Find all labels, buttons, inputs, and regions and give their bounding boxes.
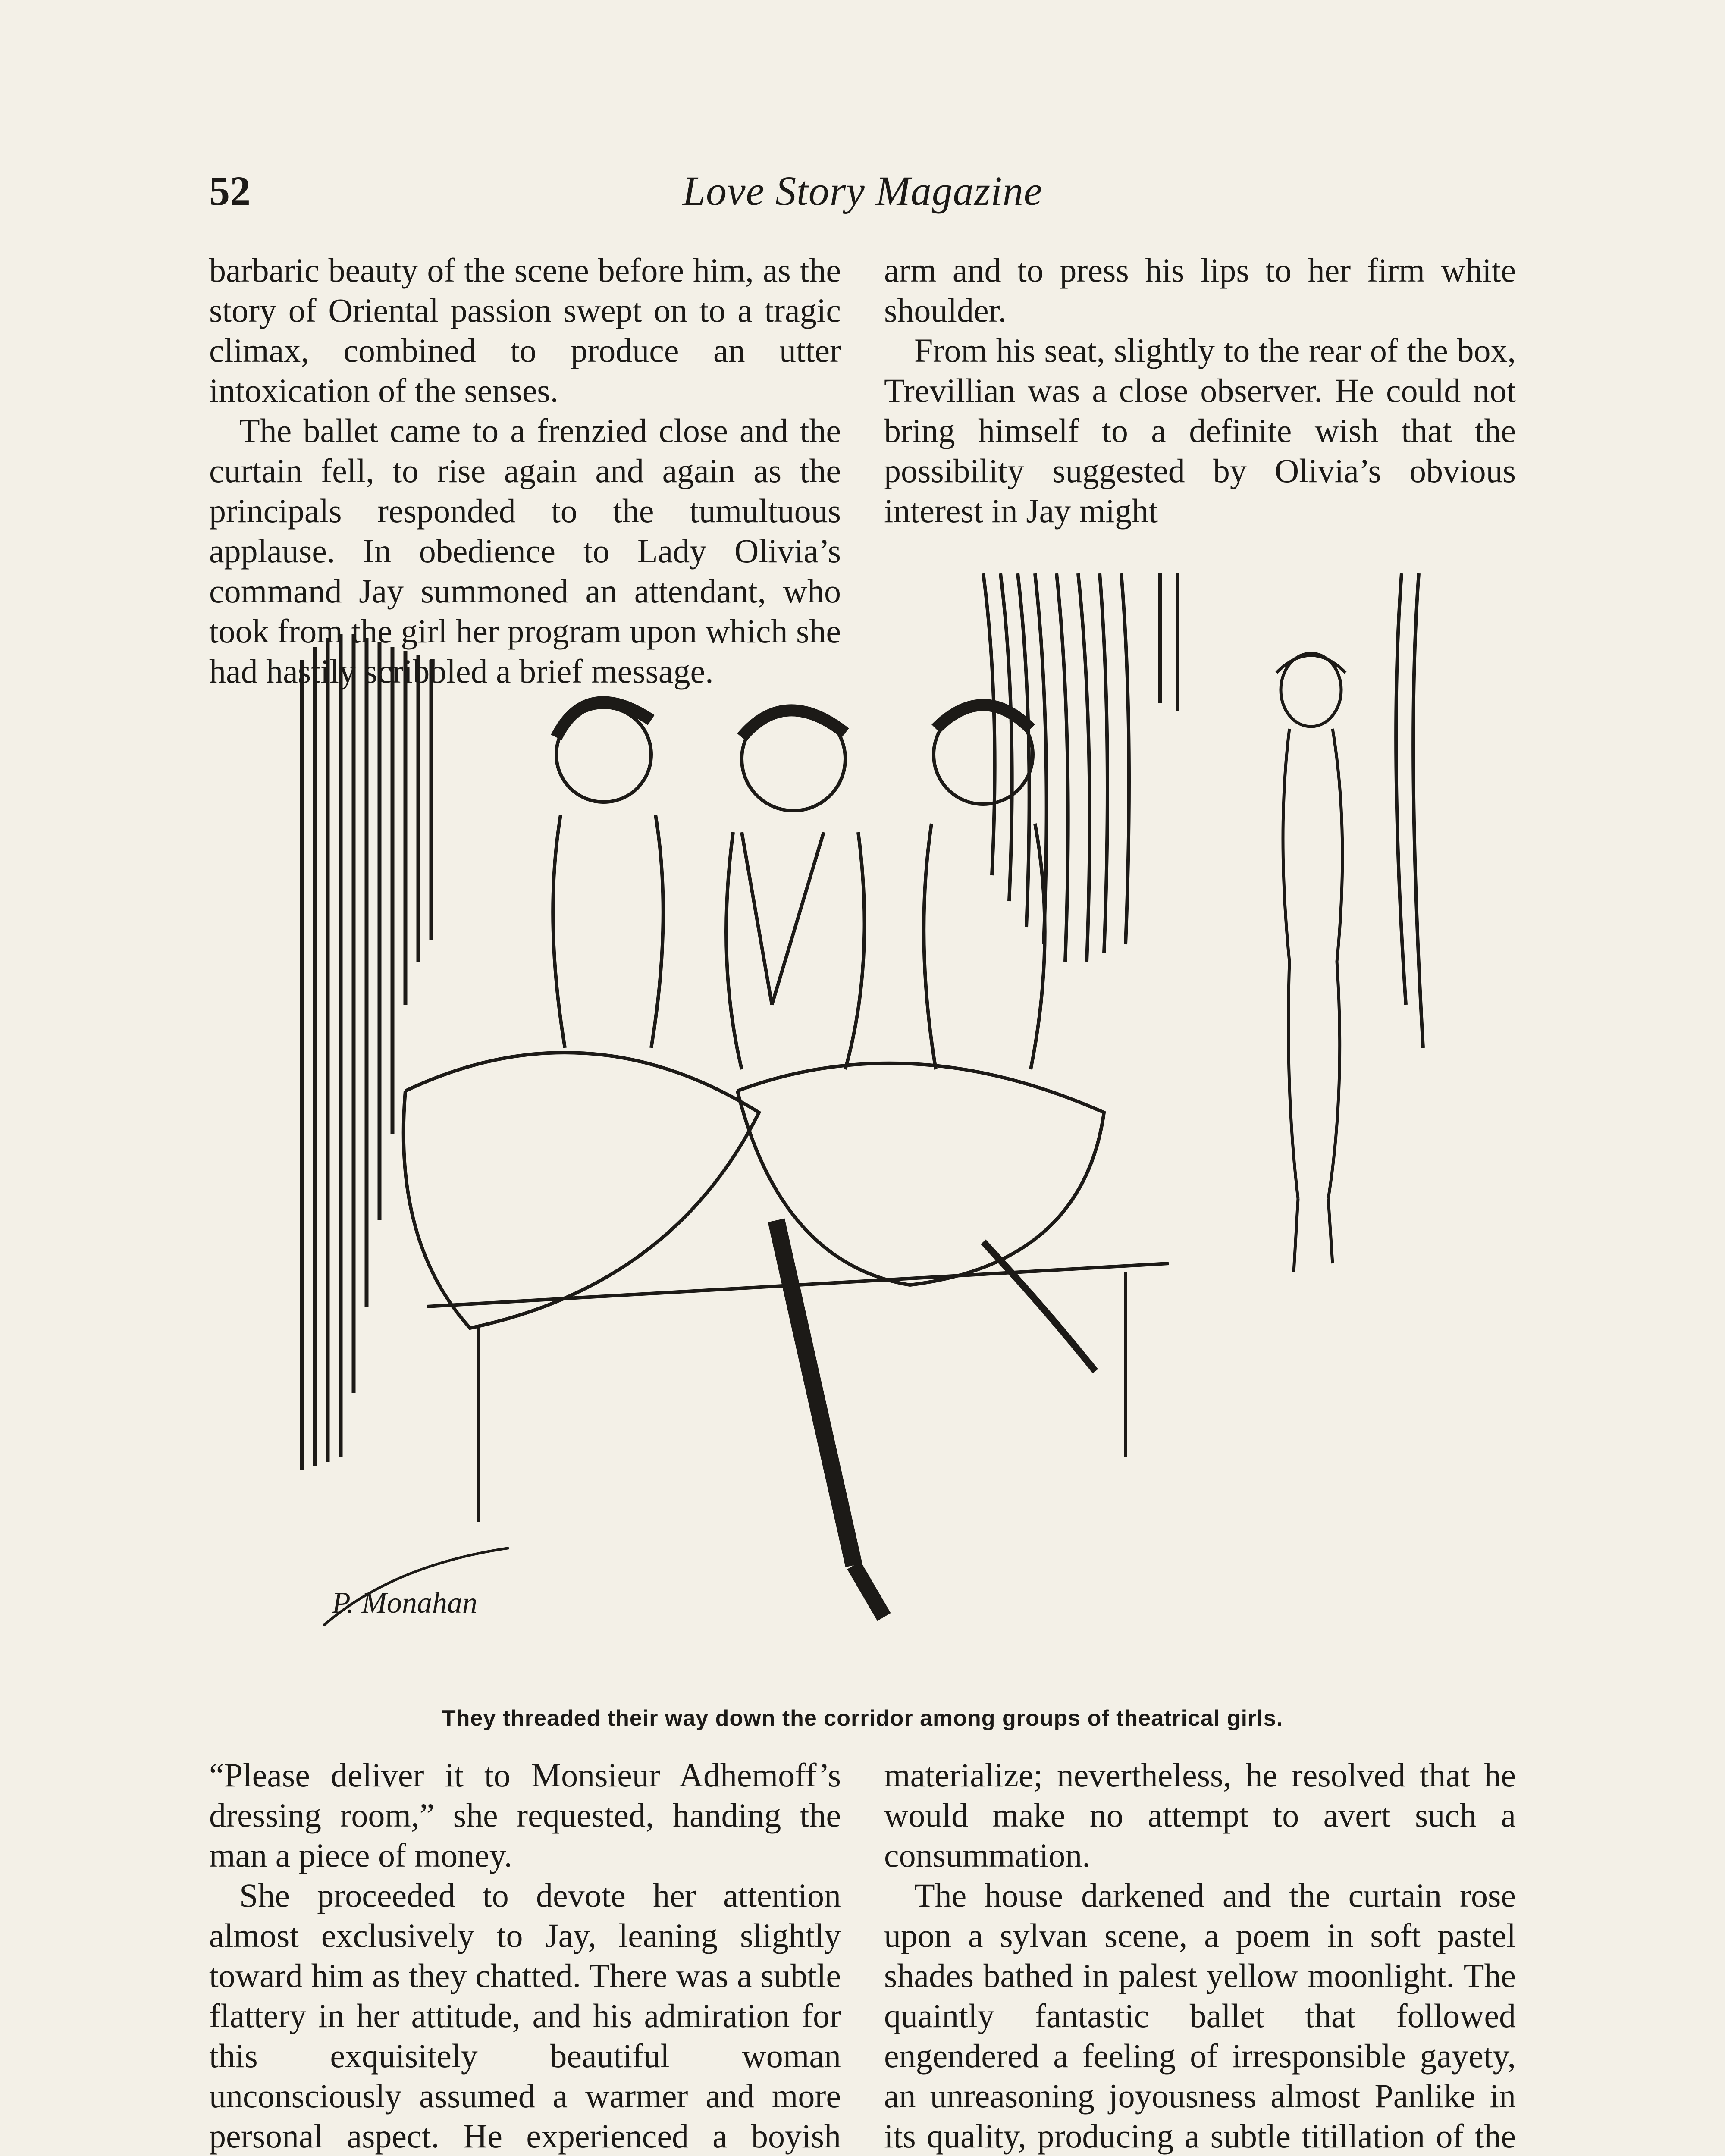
artist-signature: [323, 1548, 509, 1626]
curtain-hatching: [983, 573, 1423, 1048]
running-title: Love Story Magazine: [682, 168, 1043, 214]
signature-text: P. Monahan: [332, 1586, 478, 1620]
paragraph: The ballet came to a frenzied close and the curtain fell, to rise again and again as the principals responded to the tumultuous applause. In obedience to Lady Olivia’s command Jay summoned an attendant, who took from the girl her program upon which she had hastily scribbled a brief message.: [209, 412, 841, 690]
paragraph: barbaric beauty of the scene before him, as the story of Oriental passion swept on to a tragic climax, combined to produce an utter intoxication of the senses.: [209, 251, 841, 409]
text-column-bottom-left: [209, 1755, 841, 2156]
text-column-bottom-right: [884, 1755, 1516, 2156]
distant-figure: [1276, 653, 1346, 1272]
paragraph: From his seat, slightly to the rear of the box, Trevillian was a close observer. He could not bring himself to a definite wish that the possibility suggested by Olivia’s obvious interest in Jay might: [884, 332, 1516, 530]
background-hatching: [302, 634, 431, 1470]
illustration-caption: They threaded their way down the corridor among groups of theatrical girls.: [442, 1706, 1283, 1731]
page-number: 52: [209, 168, 251, 214]
illustration-drawing: [285, 573, 1449, 1712]
paragraph: materialize; nevertheless, he resolved that he would make no attempt to avert such a consummation.: [884, 1756, 1516, 1874]
ink-illustration: [285, 573, 1449, 1712]
text-column-top-right: [884, 250, 1516, 531]
paragraph: The house darkened and the curtain rose upon a sylvan scene, a poem in soft pastel shades bathed in palest yellow moonlight. The quaintly fantastic ballet that followed engendered a feeling of irresponsible gayety, an unreasoning joyousness almost Panlike in its quality, producing a subtle titillation of the: [884, 1877, 1516, 2155]
paragraph: She proceeded to devote her attention almost exclusively to Jay, leaning slightly toward him as they chatted. There was a subtle flattery in her attitude, and his admiration for this exquisitely beautiful woman unconsciously assumed a warmer and more personal aspect. He experienced a boyish: [209, 1877, 841, 2155]
paragraph: “Please deliver it to Monsieur Adhemoff’s dressing room,” she requested, handing the man a piece of money.: [209, 1756, 841, 1874]
paragraph: arm and to press his lips to her firm white shoulder.: [884, 251, 1516, 329]
dancers: [404, 702, 1169, 1617]
